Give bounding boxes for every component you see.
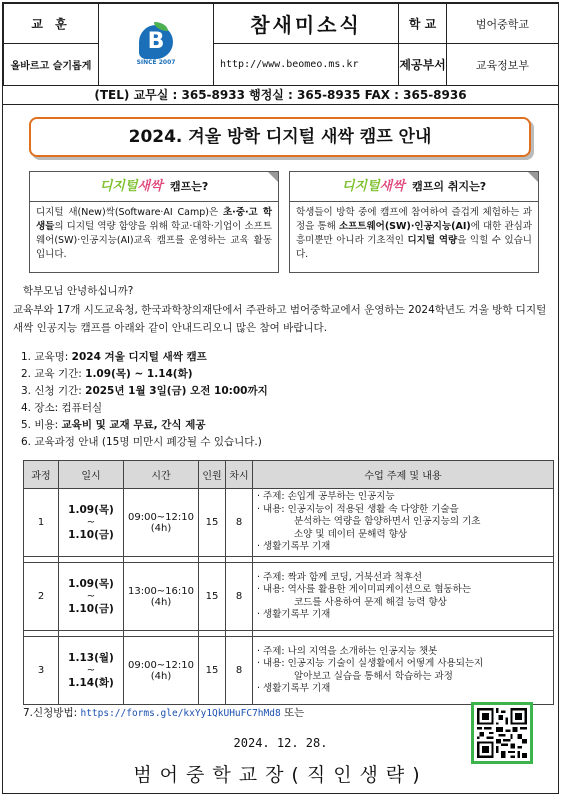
table-row: 1 1.09(목) ~ 1.10(금) 09:00~12:10 (4h) 15 8 · 주제: 손입게 공부하는 인공지능 · 내용: 인공지능이 적용된 생활 속 다양한 기술을 분석하는 역량을 함양하면서 인공지능의 기초 소양 및 데이터 문해력 향상 · 생활기록부 기재 [24, 489, 554, 557]
col-header: 인원 [199, 461, 226, 489]
info-box-purpose-text: 학생들이 방학 중에 캠프에 참여하여 즐겁게 체험하는 과정을 통해 소프트웨어(SW)·인공지능(AI)에 대한 관심과 흥미뿐만 아니라 기초적인 디지털 역량을 익힐 수 있습니다. [296, 207, 533, 260]
info-box-about: 디지털새싹 캠프는? 디지털 새(New)싹(Software·AI Camp)은 초·중·고 학생들의 디지털 역량 함양을 위해 학교·대학·기업이 소프트웨어(SW)·인공지능(AI)교육 캠프를 운영하는 교육 활동입니다. [29, 171, 279, 273]
school-logo: B SINCE 2007 [99, 4, 214, 86]
contact-line: (TEL) 교무실 : 365-8933 행정실 : 365-8935 FAX : 365-8936 [3, 85, 558, 105]
list-item: 4. 장소: 컴퓨터실 [21, 402, 103, 414]
list-item: 2. 교육 기간: 1.09(목) ~ 1.14(화) [21, 368, 193, 380]
folded-corner-icon [528, 172, 538, 182]
dept-name: 교육정보부 [447, 44, 559, 86]
motto-label: 교 훈 [4, 4, 99, 44]
col-header: 과정 [24, 461, 59, 489]
issue-date: 2024. 12. 28. [233, 736, 328, 750]
newsletter-page [2, 2, 559, 794]
header [3, 3, 558, 85]
motto: 올바르고 슬기롭게 [4, 44, 99, 86]
school-name: 범어중학교 [447, 4, 559, 44]
brand-logo: 디지털새싹 [341, 179, 405, 194]
col-header: 수업 주제 및 내용 [253, 461, 554, 489]
greeting: 학부모님 안녕하십니까? [23, 285, 134, 297]
info-box-about-text: 디지털 새(New)싹(Software·AI Camp)은 초·중·고 학생들의 디지털 역량 함양을 위해 학교·대학·기업이 소프트웨어(SW)·인공지능(AI)교육 캠프를 운영하는 교육 활동입니다. [36, 207, 273, 260]
signature: 범어중학교장(직인생략) [133, 764, 428, 786]
list-item: 3. 신청 기간: 2025년 1월 3일(금) 오전 10:00까지 [21, 385, 268, 397]
apply-method: 7.신청방법: https://forms.gle/kxYy1QkUHuFC7hMd8 또는 [23, 707, 305, 719]
newsletter-title: 참새미소식 [214, 4, 399, 44]
list-item: 5. 비용: 교육비 및 교재 무료, 간식 제공 [21, 419, 206, 431]
list-item: 1. 교육명: 2024 겨울 디지털 새싹 캠프 [21, 351, 207, 363]
info-list [21, 349, 268, 451]
col-header: 차시 [226, 461, 253, 489]
intro-paragraph: 교육부와 17개 시도교육청, 한국과학창의재단에서 주관하고 범어중학교에서 운영하는 2024학년도 겨울 방학 디지털 새싹 인공지능 캠프를 아래와 같이 안내드리오니 많은 참여 바랍니다. [13, 304, 547, 334]
apply-link[interactable]: https://forms.gle/kxYy1QkUHuFC7hMd8 [80, 708, 281, 719]
table-row: 3 1.13(월) ~ 1.14(화) 09:00~12:10 (4h) 15 8 · 주제: 나의 지역을 소개하는 인공지능 챗봇 · 내용: 인공지능 기술이 실생활에서 어떻게 사용되는지 알아보고 실습을 통해서 학습하는 과정 · 생활기록부 기재 [24, 637, 554, 705]
banner-title: 2024. 겨울 방학 디지털 새싹 캠프 안내 [29, 117, 531, 157]
list-item: 6. 교육과정 안내 (15명 미만시 폐강될 수 있습니다.) [21, 436, 262, 448]
info-box-purpose: 디지털새싹 캠프의 취지는? 학생들이 방학 중에 캠프에 참여하여 즐겁게 체험하는 과정을 통해 소프트웨어(SW)·인공지능(AI)에 대한 관심과 흥미뿐만 아니라 기초적인 디지털 역량을 익힐 수 있습니다. [289, 171, 539, 273]
table-row: 2 1.09(목) ~ 1.10(금) 13:00~16:10 (4h) 15 8 · 주제: 짝과 함께 코딩, 거북선과 척후선 · 내용: 역사를 활용한 게이미피케이션으로 협동하는 코드를 사용하여 문제 해결 능력 향상 · 생활기록부 기재 [24, 563, 554, 631]
brand-logo: 디지털새싹 [99, 179, 163, 194]
col-header: 시간 [124, 461, 199, 489]
qr-code-icon[interactable] [471, 702, 533, 764]
school-url[interactable]: http://www.beomeo.ms.kr [214, 44, 399, 86]
folded-corner-icon [268, 172, 278, 182]
col-header: 일시 [59, 461, 124, 489]
dept-label: 제공부서 [399, 44, 447, 86]
school-label: 학 교 [399, 4, 447, 44]
schedule-table [23, 460, 554, 705]
